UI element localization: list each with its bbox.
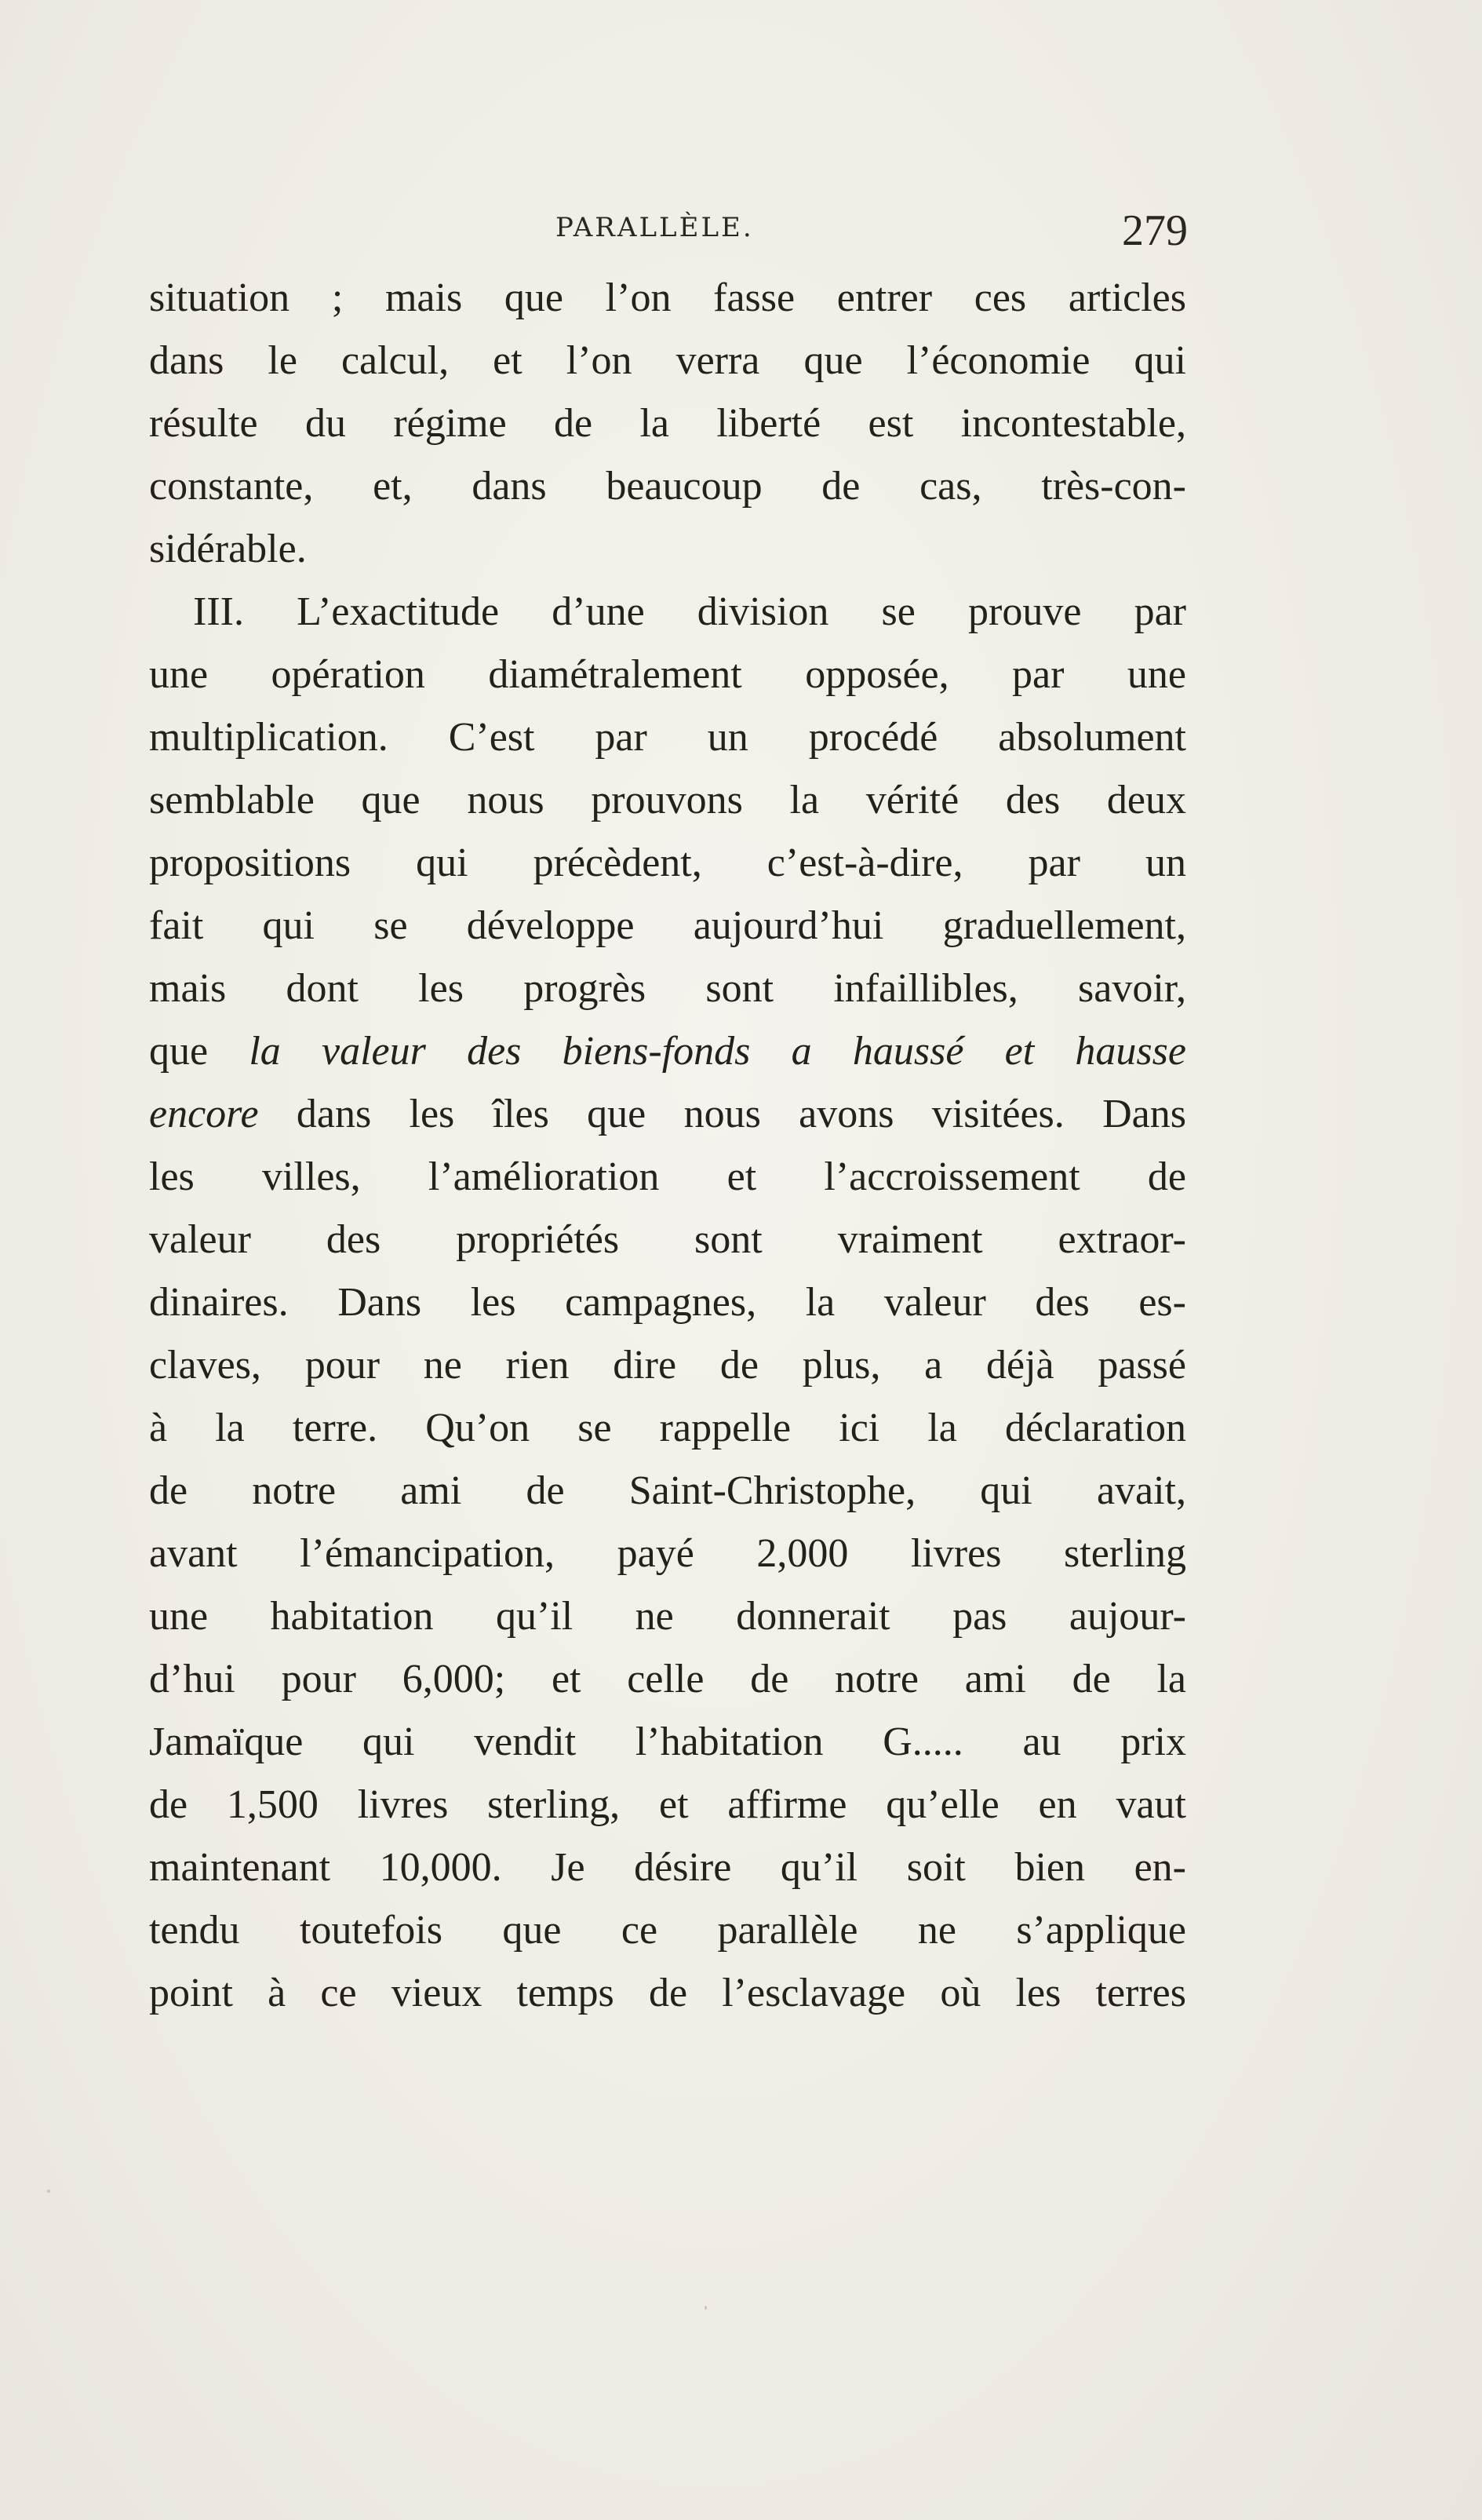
italic-emphasis: encore bbox=[149, 1092, 259, 1136]
text-line: claves, pour ne rien dire de plus, a déjà passé bbox=[149, 1343, 1186, 1388]
text-line: de 1,500 livres sterling, et affirme qu’elle en vaut bbox=[149, 1782, 1186, 1827]
page-number: 279 bbox=[1122, 206, 1188, 255]
text-run: que bbox=[149, 1029, 249, 1074]
text-run: dans les îles que nous avons visitées. Dans bbox=[258, 1092, 1186, 1136]
text-line: une opération diamétralement opposée, par une bbox=[149, 652, 1186, 697]
text-line: multiplication. C’est par un procédé absolument bbox=[149, 715, 1186, 760]
text-line: de notre ami de Saint-Christophe, qui avait, bbox=[149, 1468, 1186, 1513]
text-line: fait qui se développe aujourd’hui graduellement, bbox=[149, 903, 1186, 948]
text-line: d’hui pour 6,000; et celle de notre ami de la bbox=[149, 1657, 1186, 1701]
text-line: les villes, l’amélioration et l’accroissement de bbox=[149, 1154, 1186, 1199]
text-line: une habitation qu’il ne donnerait pas aujour- bbox=[149, 1594, 1186, 1639]
text-line: point à ce vieux temps de l’esclavage où les terres bbox=[149, 1971, 1186, 2015]
text-line: Jamaïque qui vendit l’habitation G..... au prix bbox=[149, 1720, 1186, 1764]
page-header bbox=[0, 206, 1482, 261]
text-line: valeur des propriétés sont vraiment extraor- bbox=[149, 1217, 1186, 1262]
text-line: avant l’émancipation, payé 2,000 livres sterling bbox=[149, 1531, 1186, 1576]
text-line bbox=[149, 1083, 1186, 1146]
text-line: résulte du régime de la liberté est incontestable, bbox=[149, 401, 1186, 446]
paper-speck bbox=[47, 2190, 50, 2193]
text-line: à la terre. Qu’on se rappelle ici la déclaration bbox=[149, 1406, 1186, 1450]
text-line: III. L’exactitude d’une division se prouve par bbox=[193, 589, 1186, 634]
text-line: semblable que nous prouvons la vérité des deux bbox=[149, 778, 1186, 822]
text-line: maintenant 10,000. Je désire qu’il soit bien en- bbox=[149, 1845, 1186, 1890]
text-line: propositions qui précèdent, c’est-à-dire, par un bbox=[149, 841, 1186, 885]
text-line: dans le calcul, et l’on verra que l’économie qui bbox=[149, 338, 1186, 383]
text-line: dinaires. Dans les campagnes, la valeur des es- bbox=[149, 1280, 1186, 1325]
running-head: PARALLÈLE. bbox=[555, 212, 754, 243]
body-text bbox=[149, 267, 1186, 2025]
italic-emphasis: la valeur des biens-fonds a haussé et hausse bbox=[249, 1029, 1186, 1074]
text-line: constante, et, dans beaucoup de cas, très-con- bbox=[149, 464, 1186, 509]
text-line: situation ; mais que l’on fasse entrer ces articles bbox=[149, 275, 1186, 320]
paper-speck bbox=[705, 2306, 707, 2310]
text-line: mais dont les progrès sont infaillibles, savoir, bbox=[149, 966, 1186, 1011]
text-line bbox=[149, 1020, 1186, 1083]
text-line: tendu toutefois que ce parallèle ne s’applique bbox=[149, 1908, 1186, 1953]
text-line: sidérable. bbox=[149, 527, 307, 571]
